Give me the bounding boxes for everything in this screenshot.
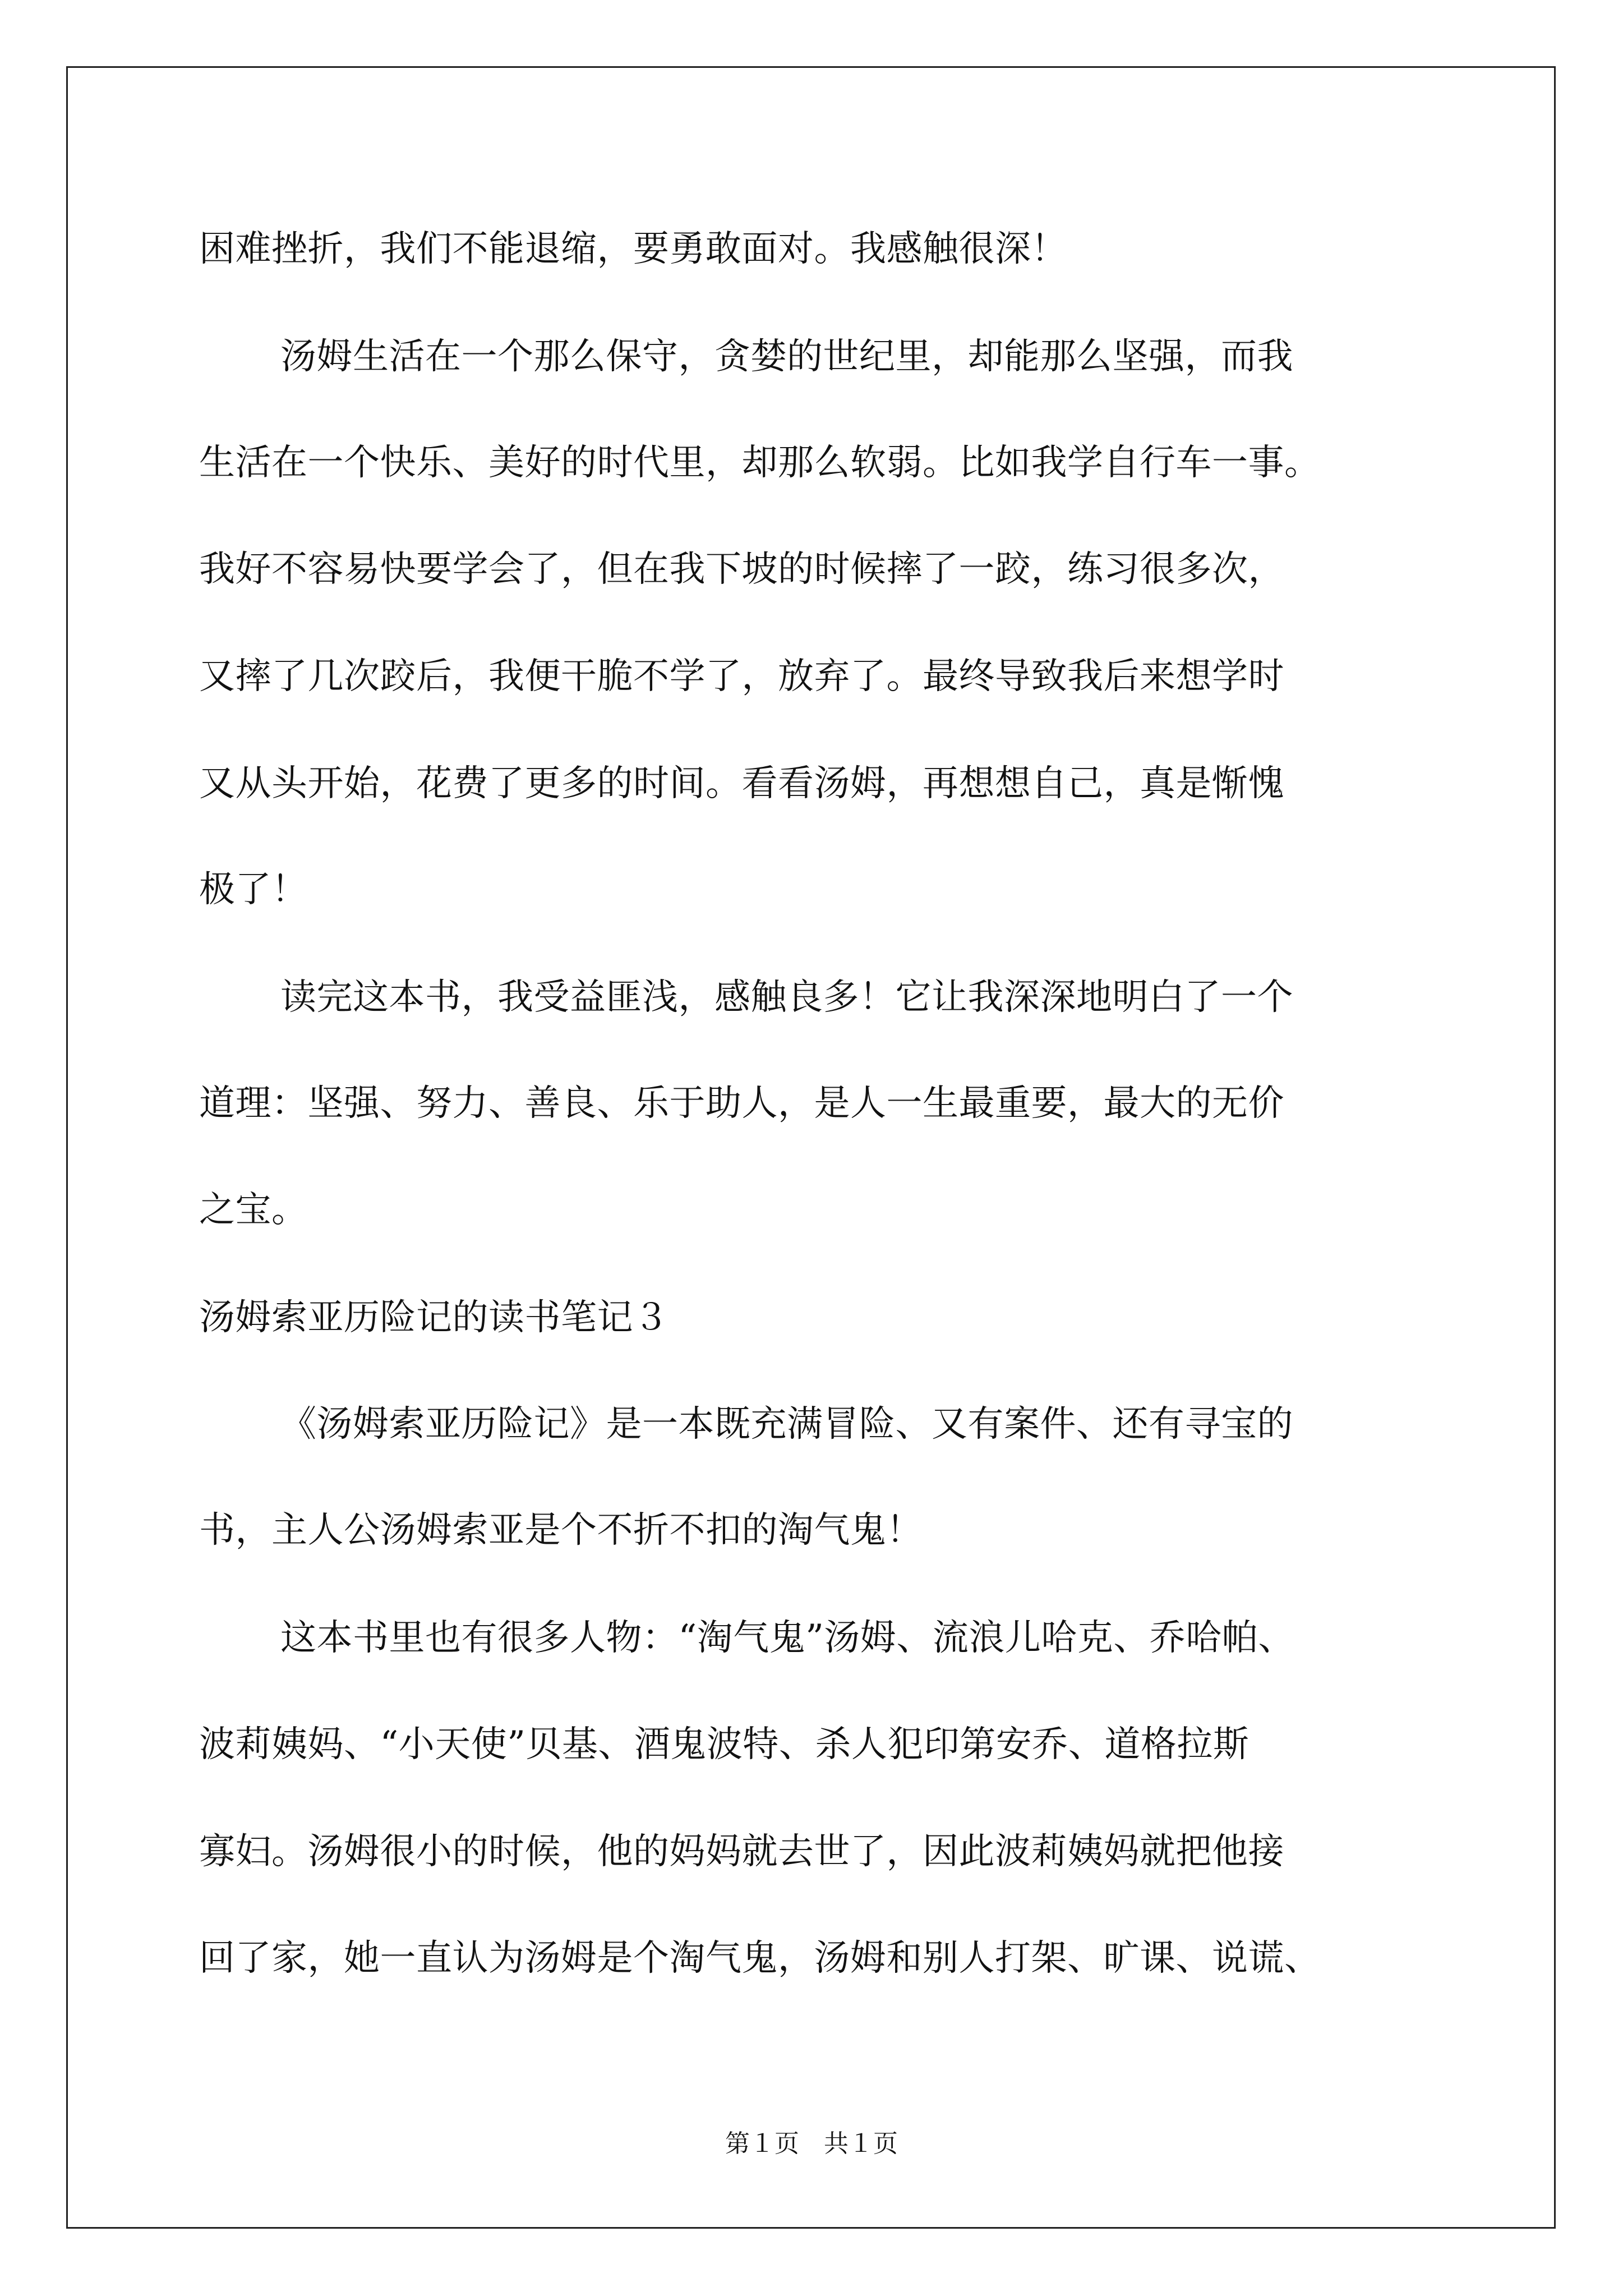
text-line: 极了！ (199, 869, 308, 910)
text-line: 又从头开始，花费了更多的时间。看看汤姆，再想想自己，真是惭愧 (199, 763, 1284, 804)
text-line: 波莉姨妈、“小天使”贝基、酒鬼波特、杀人犯印第安乔、道格拉斯 (199, 1724, 1249, 1765)
text-line: 汤姆生活在一个那么保守，贪婪的世纪里，却能那么坚强，而我 (280, 336, 1293, 378)
text-line: 寡妇。汤姆很小的时候，他的妈妈就去世了，因此波莉姨妈就把他接 (199, 1831, 1284, 1872)
text-line: 书，主人公汤姆索亚是个不折不扣的淘气鬼！ (199, 1510, 923, 1551)
text-line: 生活在一个快乐、美好的时代里，却那么软弱。比如我学自行车一事。 (199, 442, 1321, 484)
text-line: 《汤姆索亚历险记》是一本既充满冒险、又有案件、还有寻宝的 (280, 1404, 1293, 1445)
text-line: 又摔了几次跤后，我便干脆不学了，放弃了。最终导致我后来想学时 (199, 656, 1284, 697)
text-line: 之宝。 (199, 1189, 308, 1231)
section-heading: 汤姆索亚历险记的读书笔记３ (199, 1297, 670, 1338)
text-line: 我好不容易快要学会了，但在我下坡的时候摔了一跤，练习很多次， (199, 549, 1284, 590)
page-footer: 第１页 共１页 (725, 2129, 898, 2158)
text-line: 困难挫折，我们不能退缩，要勇敢面对。我感触很深！ (199, 228, 1067, 270)
text-line: 读完这本书，我受益匪浅，感触良多！它让我深深地明白了一个 (280, 977, 1293, 1018)
text-line: 道理：坚强、努力、善良、乐于助人，是人一生最重要，最大的无价 (199, 1083, 1284, 1124)
text-line: 回了家，她一直认为汤姆是个淘气鬼，汤姆和别人打架、旷课、说谎、 (199, 1938, 1321, 1979)
text-line: 这本书里也有很多人物：“淘气鬼”汤姆、流浪儿哈克、乔哈帕、 (280, 1617, 1294, 1659)
page-border (66, 66, 1556, 2229)
